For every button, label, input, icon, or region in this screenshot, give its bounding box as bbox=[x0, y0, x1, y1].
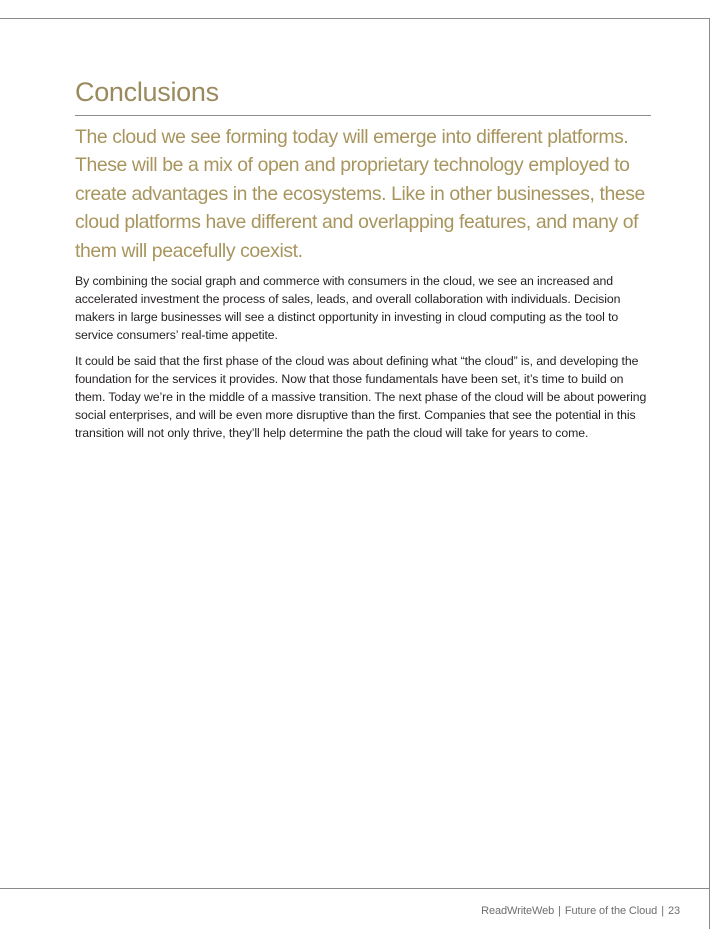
body-paragraph-1: By combining the social graph and commerce with consumers in the cloud, we see an increased and accelerated investment the process of sales, leads, and overall collaboration with individuals. Decision makers in large businesses will see a distinct opportunity in investing in cloud computing as the tool to service consumers’ real-time appetite. bbox=[75, 274, 621, 343]
heading-divider bbox=[75, 115, 651, 116]
footer-separator-1: | bbox=[558, 905, 561, 917]
footer-separator-2: | bbox=[661, 905, 664, 917]
page-frame-top-rule bbox=[0, 18, 710, 19]
page-frame-right-rule bbox=[709, 18, 710, 929]
footer-publisher: ReadWriteWeb bbox=[481, 905, 555, 917]
footer-title: Future of the Cloud bbox=[564, 905, 658, 917]
body-paragraph-2: It could be said that the first phase of the cloud was about defining what “the cloud” is, and developing the foundation for the services it provides. Now that those fundamentals have been set, it’s time to build on them. Today we’re in the middle of a massive transition. The next phase of the cloud will be about powering social enterprises, and will be even more disruptive than the first. Companies that see the potential in this transition will not only thrive, they’ll help determine the path the cloud will take for years to come. bbox=[75, 354, 647, 441]
page-frame-bottom-rule bbox=[0, 888, 710, 889]
section-heading: Conclusions bbox=[75, 77, 219, 107]
page-number: 23 bbox=[667, 905, 680, 917]
lead-paragraph: The cloud we see forming today will emerge into different platforms. These will be a mix of open and proprietary technology employed to create advantages in the ecosystems. Like in other businesses, these cloud platforms have different and overlapping features, and many of them will peacefully coexist. bbox=[75, 126, 645, 262]
main-content bbox=[75, 72, 655, 442]
page-footer bbox=[481, 905, 680, 917]
